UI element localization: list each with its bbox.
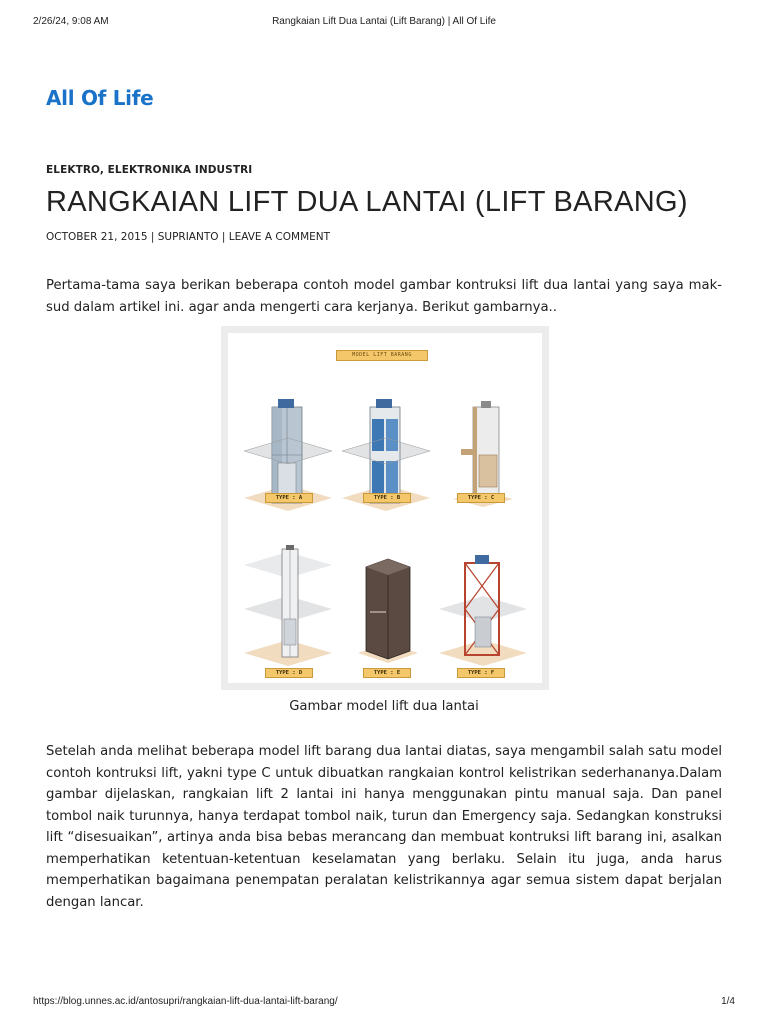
lift-illustration-type-c: [435, 393, 531, 523]
type-tag-a: TYPE : A: [265, 493, 313, 503]
print-page-number: 1/4: [721, 996, 735, 1007]
site-title-link[interactable]: All Of Life: [46, 86, 154, 110]
print-header: [33, 16, 735, 30]
post-date-link[interactable]: OCTOBER 21, 2015: [46, 231, 148, 243]
figure-label: MODEL LIFT BARANG: [336, 350, 428, 361]
print-page-title: Rangkaian Lift Dua Lantai (Lift Barang) | All Of Life: [272, 16, 496, 27]
leave-comment-link[interactable]: LEAVE A COMMENT: [228, 231, 331, 243]
lift-illustration-type-f: [435, 545, 531, 675]
figure-caption: Gambar model lift dua lantai: [289, 699, 479, 714]
type-tag-c: TYPE : C: [457, 493, 505, 503]
lift-models-figure: [221, 326, 549, 690]
print-url: https://blog.unnes.ac.id/antosupri/rangkaian-lift-dua-lantai-lift-barang/: [33, 996, 338, 1007]
post-category[interactable]: ELEKTRO, ELEKTRONIKA INDUSTRI: [46, 164, 253, 176]
print-datetime: 2/26/24, 9:08 AM: [33, 16, 109, 27]
type-tag-f: TYPE : F: [457, 668, 505, 678]
post-title: RANGKAIAN LIFT DUA LANTAI (LIFT BARANG): [46, 186, 688, 218]
type-tag-d: TYPE : D: [265, 668, 313, 678]
meta-separator: |: [147, 231, 158, 243]
type-tag-b: TYPE : B: [363, 493, 411, 503]
body-paragraph: Setelah anda melihat beberapa model lift barang dua lantai diatas, saya mengambil salah satu model contoh kontruksi lift, yakni type C untuk dibuatkan rangkaian kontrol kelistrikan sederhananya.Dalam gambar dijelaskan, rangkaian lift 2 lantai ini hanya menggunakan pintu manual saja. Dan panel tombol naik turunnya, hanya terdapat tombol naik, turun dan Emergency saja. Sedangkan konstruksi lift “disesuaikan”, artinya anda bisa bebas merancang dan membuat kontruksi lift barang ini, asalkan memperhatikan ketentuan-ketentuan keselamatan yang berlaku. Selain itu juga, anda harus memperhatikan bagaimana penempatan peralatan kelistrikannya agar semua sistem dapat berjalan dengan lancar.: [46, 744, 722, 910]
type-tag-e: TYPE : E: [363, 668, 411, 678]
lift-illustration-type-b: [338, 393, 434, 523]
lift-illustration-type-e: [338, 545, 434, 675]
figure-image: [228, 333, 542, 683]
lift-illustration-type-d: [240, 545, 336, 675]
lift-illustration-type-a: [240, 393, 336, 523]
post-author-link[interactable]: SUPRIANTO: [157, 231, 219, 243]
post-meta: [46, 231, 330, 243]
intro-paragraph: Pertama-tama saya berikan beberapa contoh model gambar kontruksi lift dua lantai yang saya mak-sud dalam artikel ini. agar anda mengerti cara kerjanya. Berikut gambarnya..: [46, 278, 722, 315]
meta-separator: |: [218, 231, 229, 243]
print-footer: [33, 996, 735, 1010]
